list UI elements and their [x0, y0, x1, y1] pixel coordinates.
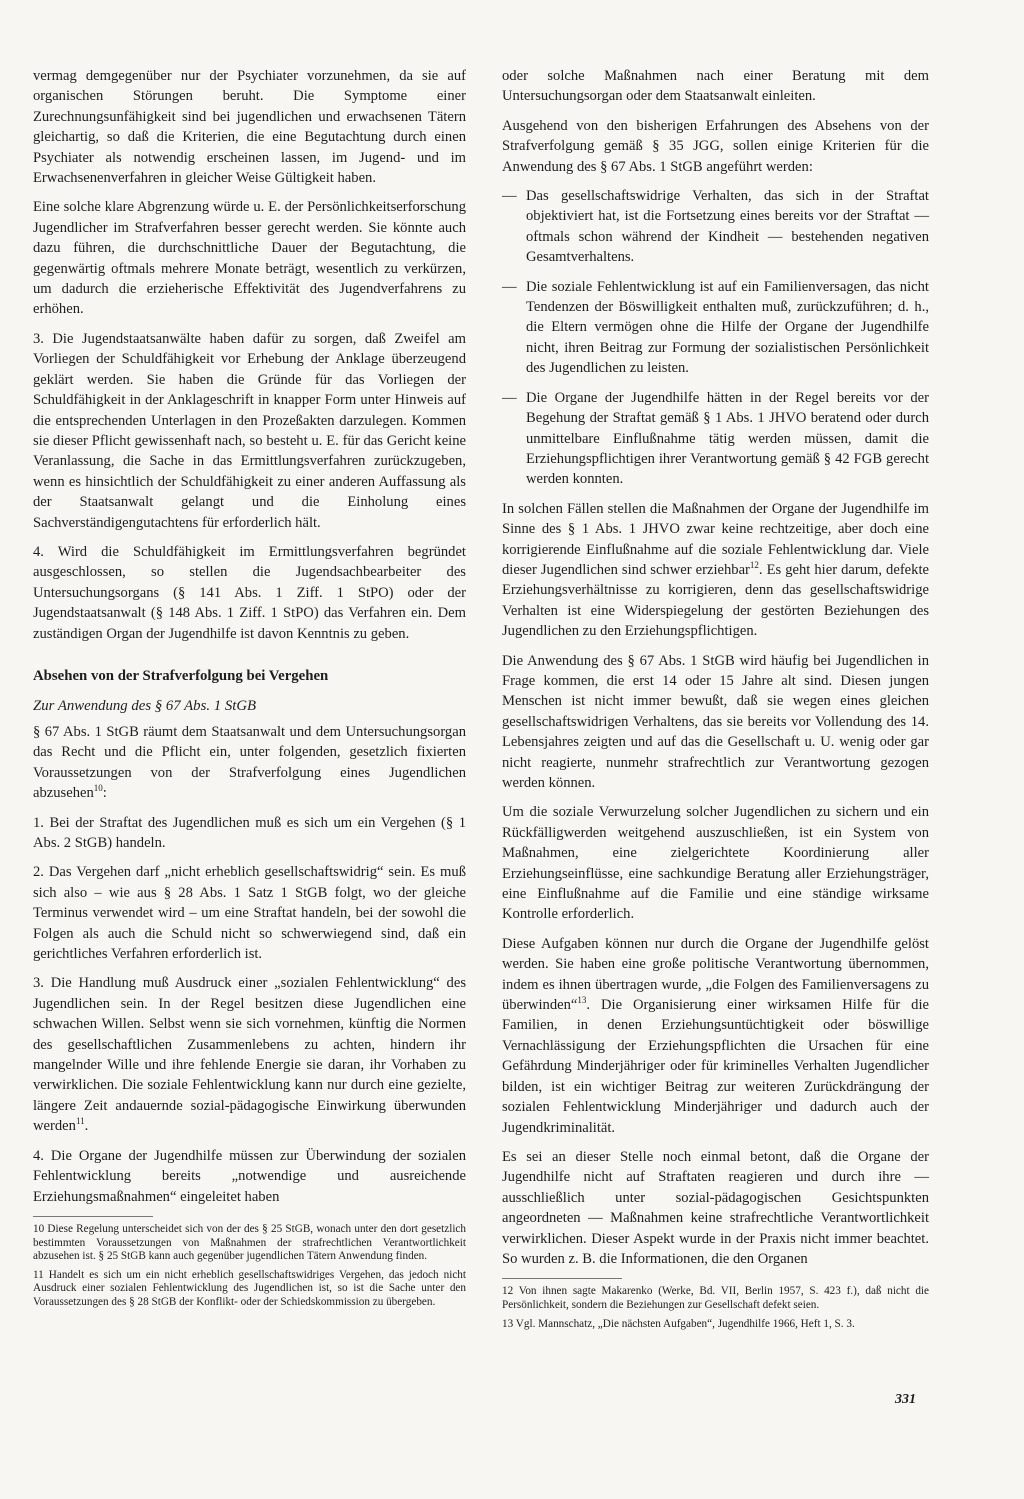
numbered-paragraph: 4. Die Organe der Jugendhilfe müssen zur Überwindung der sozialen Fehlentwicklung bereits „notwendige und ausreichende Erziehungsmaßnahmen“ eingeleitet haben: [33, 1147, 466, 1205]
paragraph: oder solche Maßnahmen nach einer Beratung mit dem Untersuchungsorgan oder dem Staatsanwalt einleiten.: [502, 68, 929, 105]
dash-list-item: [502, 277, 929, 379]
paragraph-text: Diese Aufgaben können nur durch die Organe der Jugendhilfe gelöst werden. Sie haben eine große politische Verantwortung übernommen, indem es ihnen übertragen wurde, „die Folgen des Familienversagens zu überwinden“: [502, 935, 929, 1014]
paragraph: Die Anwendung des § 67 Abs. 1 StGB wird häufig bei Jugendlichen in Frage kommen, die erst 14 oder 15 Jahre alt sind. Diesen jungen Menschen ist nicht immer bewußt, daß sie wegen eines gleichen gesellschaftswidrigen Verhaltens, das sie bereits vor Vollendung des 14. Lebensjahres zeigten und auf das die Gesellschaft u. U. wenig oder gar nicht reagierte, nunmehr strafrechtlich zur Verantwortung gezogen werden können.: [502, 652, 929, 791]
section-heading: Absehen von der Strafverfolgung bei Vergehen: [33, 667, 329, 684]
footnote: 13 Vgl. Mannschatz, „Die nächsten Aufgaben“, Jugendhilfe 1966, Heft 1, S. 3.: [502, 1317, 855, 1330]
paragraph: 4. Wird die Schuldfähigkeit im Ermittlungsverfahren begründet ausgeschlossen, so stellen die Jugendsachbearbeiter des Untersuchungsorgans (§ 141 Abs. 1 Ziff. 1 StPO) oder der Jugendstaatsanwalt (§ 148 Abs. 1 Ziff. 1 StPO) das Verfahren ein. Dem zuständigen Organ der Jugendhilfe ist davon Kenntnis zu geben.: [33, 543, 466, 642]
paragraph: Ausgehend von den bisherigen Erfahrungen des Absehens von der Strafverfolgung gemäß § 35 JGG, sollen einige Kriterien für die Anwendung des § 67 Abs. 1 StGB angeführt werden:: [502, 117, 929, 175]
footnote: 10 Diese Regelung unterscheidet sich von der des § 25 StGB, wonach unter den dort gesetzlich bestimmten Voraussetzungen von Maßnahmen der strafrechtlichen Verantwortlichkeit abzusehen ist. § 25 StGB kann auch gegenüber jugendlichen Tätern Anwendung finden.: [33, 1222, 466, 1263]
page-number: 331: [895, 1392, 916, 1407]
footnote-divider: [502, 1278, 622, 1279]
paragraph-text: § 67 Abs. 1 StGB räumt dem Staatsanwalt und dem Untersuchungsorgan das Recht und die Pflicht ein, unter folgenden, gesetzlich fixierten Voraussetzungen von der Strafverfolgung eines Jugendlichen abzusehen: [33, 723, 466, 802]
paragraph: vermag demgegenüber nur der Psychiater vorzunehmen, da sie auf organischen Störungen beruht. Die Symptome einer Zurechnungsunfähigkeit sind bei jugendlichen und erwachsenen Tätern gleichartig, so daß die Kriterien, die eine Begutachtung durch einen Psychiater als notwendig erscheinen lassen, im Jugend- und im Erwachsenenverfahren in gleicher Weise Gültigkeit haben.: [33, 68, 466, 187]
paragraph: Es sei an dieser Stelle noch einmal betont, daß die Organe der Jugendhilfe nicht auf Straftaten reagieren und durch ihre — ausschließlich unter sozial-pädagogischen Gesichtspunkten angeordneten — Maßnahmen keine strafrechtliche Verantwortlichkeit verwirklichen. Dieser Aspekt wurde in der Praxis nicht immer beachtet. So wurden z. B. die Informationen, die den Organen: [502, 1148, 929, 1267]
paragraph-text: . Es geht hier darum, defekte Erziehungsverhältnisse zu korrigieren, denn das gesellschaftswidrige Verhalten ist eine Widerspiegelung der gestörten Beziehungen des Jugendlichen zu den Erziehungspflichtigen.: [502, 561, 929, 640]
footnote: 12 Von ihnen sagte Makarenko (Werke, Bd. VII, Berlin 1957, S. 423 f.), daß nicht die Persönlichkeit, sondern die Beziehungen zur Gesellschaft defekt seien.: [502, 1285, 929, 1311]
left-column: [33, 66, 466, 1314]
dash-mark: —: [502, 278, 517, 295]
paragraph: Eine solche klare Abgrenzung würde u. E. der Persönlichkeitserforschung Jugendlicher im Strafverfahren besser gerecht werden. Sie könnte auch dazu führen, die durchschnittliche Dauer der Begutachtung, die gegenwärtig oftmals mehrere Monate beträgt, wesentlich zu verkürzen, um dadurch die erzieherische Effektivität des Jugendverfahrens zu erhöhen.: [33, 199, 466, 318]
dash-list-item: [502, 186, 929, 268]
paragraph-text: In solchen Fällen stellen die Maßnahmen der Organe der Jugendhilfe im Sinne des § 1 Abs. 1 JHVO zwar keine rechtzeitige, aber doch eine korrigierende Einflußnahme auf die soziale Fehlentwicklung dar. Viele dieser Jugendlichen sind schwer erziehbar: [502, 500, 929, 578]
dash-list-item: [502, 388, 929, 490]
dash-item-text: Die Organe der Jugendhilfe hätten in der Regel bereits vor der Begehung der Straftat gemäß § 1 Abs. 1 JHVO beratend oder durch unmittelbare Einflußnahme tätig werden müssen, damit die Erziehungspflichtigen ihrer Verantwortung gemäß § 42 FGB gerecht werden konnten.: [526, 389, 929, 488]
paragraph-text: .: [84, 1118, 89, 1135]
footnote-ref: 10: [93, 783, 103, 794]
paragraph: Um die soziale Verwurzelung solcher Jugendlichen zu sichern und ein Rückfälligwerden weitgehend auszuschließen, ist ein System von Maßnahmen, eine zielgerichtete Koordinierung aller Erziehungseinflüsse, eine sachkundige Beratung aller Erziehungsträger, eine Einflußnahme auf die Familie und eine ständige wirksame Kontrolle erforderlich.: [502, 804, 929, 923]
numbered-paragraph: 2. Das Vergehen darf „nicht erheblich gesellschaftswidrig“ sein. Es muß sich also – wie aus § 28 Abs. 1 Satz 1 StGB folgt, wo der gleiche Terminus verwendet wird – um eine Straftat handeln, bei der sowohl die Folgen als auch die Schuld nicht so schwerwiegend sind, daß ein gerichtliches Verfahren erforderlich ist.: [33, 864, 466, 963]
dash-item-text: Die soziale Fehlentwicklung ist auf ein Familienversagen, das nicht Tendenzen der Böswilligkeit enthalten muß, zurückzuführen; d. h., die Eltern vermögen ohne die Hilfe der Organe der Jugendhilfe nicht, ihren Beitrag zur Formung der sozialistischen Persönlichkeit des Jugendlichen zu leisten.: [526, 278, 929, 377]
footnote-ref: 11: [75, 1116, 85, 1127]
dash-item-text: Das gesellschaftswidrige Verhalten, das sich in der Straftat objektiviert hat, ist die Fortsetzung eines bereits vor der Straftat — oftmals schon während der Kindheit — bestehenden negativen Gesamtverhaltens.: [526, 188, 929, 266]
footnote-ref: 13: [577, 995, 587, 1006]
paragraph: 3. Die Jugendstaatsanwälte haben dafür zu sorgen, daß Zweifel am Vorliegen der Schuldfähigkeit vor Erhebung der Anklage überzeugend geklärt werden. Sie haben die Gründe für das Vorliegen der Schuldfähigkeit in der Anklageschrift in knapper Form unter Hinweis auf die entsprechenden Unterlagen in den Prozeßakten darzulegen. Kommen sie dieser Pflicht gewissenhaft nach, so besteht u. E. für das Gericht keine Veranlassung, die Sache in das Ermittlungsverfahren zurückzugeben, wenn es hinsichtlich der Schuldfähigkeit zu einer anderen Auffassung als der Staatsanwalt gelangt und die Einholung eines Sachverständigengutachtens für erforderlich hält.: [33, 330, 466, 531]
paragraph-text: . Die Organisierung einer wirksamen Hilfe für die Familien, in denen Erziehungsuntüchtigkeit oder böswillige Vernachlässigung der Erziehungspflichten die Ursachen für eine Gefährdung Minderjähriger oder für kriminelles Verhalten Jugendlicher bilden, ist ein wichtiger Beitrag zur weiteren Zurückdrängung der sozialen Fehlentwicklung Minderjähriger und dadurch auch der Jugendkriminalität.: [502, 997, 929, 1136]
right-column: [502, 66, 929, 1336]
dash-mark: —: [502, 188, 517, 205]
paragraph: [502, 934, 929, 1138]
footnote: 11 Handelt es sich um ein nicht erheblich gesellschaftswidriges Vergehen, das jedoch nicht Ausdruck einer sozialen Fehlentwicklung des Jugendlichen ist, so ist die Sache unter den Voraussetzungen des § 28 StGB der Konflikt- oder der Schiedskommission zu übergeben.: [33, 1268, 466, 1308]
numbered-paragraph: 1. Bei der Straftat des Jugendlichen muß es sich um ein Vergehen (§ 1 Abs. 2 StGB) handeln.: [33, 814, 466, 851]
footnote-divider: [33, 1216, 153, 1217]
dash-mark: —: [502, 389, 517, 406]
numbered-paragraph: [33, 973, 466, 1136]
paragraph: [33, 722, 466, 804]
paragraph-text: :: [102, 785, 107, 802]
paragraph: [502, 499, 929, 642]
footnote-ref: 12: [749, 560, 759, 571]
section-subheading: Zur Anwendung des § 67 Abs. 1 StGB: [33, 697, 257, 714]
paragraph-text: 3. Die Handlung muß Ausdruck einer „sozialen Fehlentwicklung“ des Jugendlichen sein. In der Regel besitzen diese Jugendlichen eine schwachen Willen. Selbst wenn sie sich vornehmen, künftig die Normen des gesellschaftlichen Zusammenlebens zu achten, hindern ihr mangelnder Wille und ihre fehlende Energie sie daran, ihr Vorhaben zu verwirklichen. Die soziale Fehlentwicklung kann nur durch eine gezielte, längere Zeit andauernde sozial-pädagogische Einwirkung überwunden werden: [33, 975, 466, 1135]
